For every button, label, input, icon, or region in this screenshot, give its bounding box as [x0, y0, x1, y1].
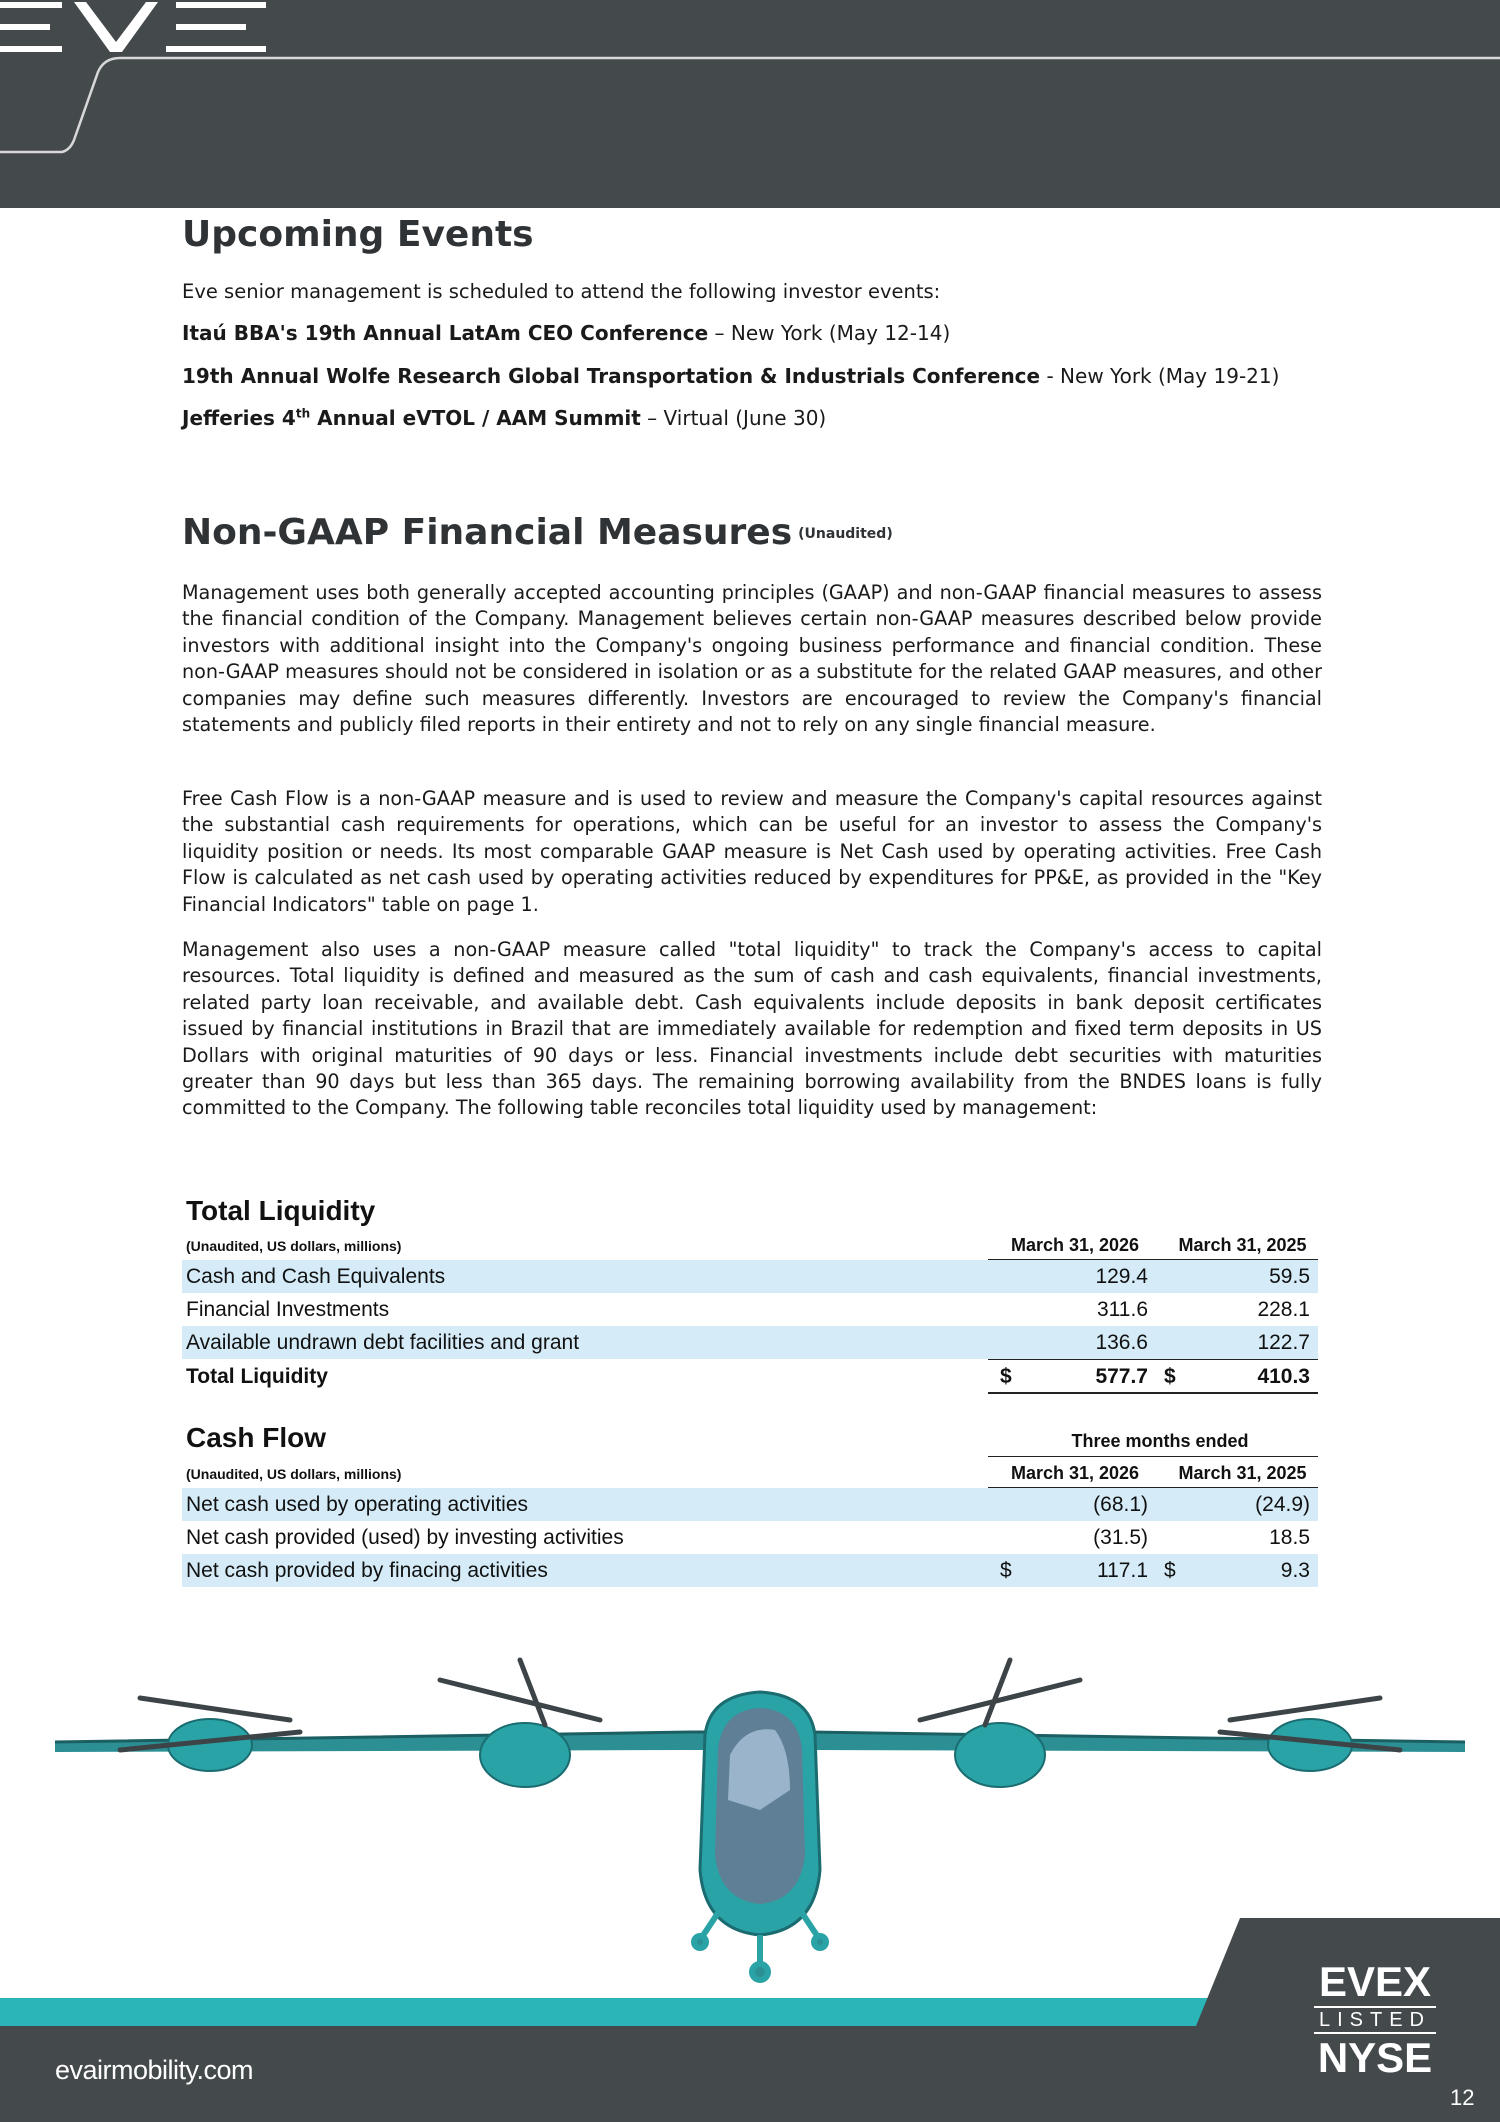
table-row: Financial Investments 311.6 228.1: [186, 1298, 1310, 1321]
cashflow-col-2026: March 31, 2026: [1010, 1463, 1140, 1483]
table-row: Cash and Cash Equivalents 129.4 59.5: [182, 1260, 1318, 1293]
nongaap-paragraph-3: Management also uses a non-GAAP measure called "total liquidity" to track the Company's access to capital resources. Total liquidity is defined and measured as the sum of cash and cash equivalents, financial investments, related party loan receivable, and available debt. Cash equivalents include deposits in bank deposit certificates issued by financial institutions in Brazil that are immediately available for redemption and fixed term deposits in US Dollars with original maturities of 90 days or less. Financial investments include debt securities with maturities greater than 90 days but less than 365 days. The remaining borrowing availability from the BNDES loans is fully committed to the Company. The following table reconciles total liquidity used by management:: [182, 938, 1322, 1120]
liquidity-col-2026: March 31, 2026: [1010, 1235, 1140, 1255]
liquidity-col-2025: March 31, 2025: [1178, 1235, 1307, 1255]
table-row: Net cash provided by finacing activities $ 117.1 $ 9.3: [182, 1554, 1318, 1587]
cashflow-col-2025: March 31, 2025: [1178, 1463, 1307, 1483]
footer-graphic: [0, 1640, 1500, 2122]
liquidity-table-subtitle: (Unaudited, US dollars, millions): [186, 1238, 402, 1254]
period-rule: [988, 1456, 1318, 1457]
upcoming-events-heading: Upcoming Events: [182, 214, 534, 255]
event-item: Jefferies 4th Annual eVTOL / AAM Summit – Virtual (June 30): [182, 406, 827, 430]
total-rule: [988, 1392, 1318, 1394]
footer-website: evairmobility.com: [55, 2055, 254, 2085]
cashflow-table-title: Cash Flow: [186, 1422, 327, 1453]
table-row: Available undrawn debt facilities and grant 136.6 122.7: [182, 1326, 1318, 1359]
total-row: Total Liquidity $ 577.7 $ 410.3: [186, 1365, 1310, 1388]
table-row: Net cash provided (used) by investing activities (31.5) 18.5: [186, 1526, 1310, 1549]
nyse-listing-badge: EVEX LISTED NYSE: [1310, 1960, 1440, 2080]
nongaap-paragraph-2: Free Cash Flow is a non-GAAP measure and is used to review and measure the Company's capital resources against the substantial cash requirements for operations, which can be useful for an investor to assess the Company's liquidity position or needs. Its most comparable GAAP measure is Net Cash used by operating activities. Free Cash Flow is calculated as net cash used by operating activities reduced by expenditures for PP&E, as provided in the "Key Financial Indicators" table on page 1.: [182, 787, 1322, 916]
eve-logo: [0, 0, 266, 54]
table-row: Net cash used by operating activities (68.1) (24.9): [182, 1488, 1318, 1521]
nongaap-heading: Non-GAAP Financial Measures (Unaudited): [182, 512, 893, 553]
cashflow-period-header: Three months ended: [1071, 1431, 1249, 1451]
page-number: 12: [1450, 2085, 1475, 2110]
liquidity-table-title: Total Liquidity: [186, 1195, 376, 1226]
page-header: [0, 0, 1500, 208]
nongaap-paragraph-1: Management uses both generally accepted accounting principles (GAAP) and non-GAAP financial measures to assess the financial condition of the Company. Management believes certain non-GAAP measures described below provide investors with additional insight into the Company's ongoing business performance and financial condition. These non-GAAP measures should not be considered in isolation or as a substitute for the related GAAP measures, and other companies may define such measures differently. Investors are encouraged to review the Company's financial statements and publicly filed reports in their entirety and not to rely on any single financial measure.: [182, 581, 1322, 737]
event-item: 19th Annual Wolfe Research Global Transportation & Industrials Conference - New York (May 19-21): [182, 364, 1280, 388]
event-item: Itaú BBA's 19th Annual LatAm CEO Conference – New York (May 12-14): [182, 321, 951, 345]
unaudited-note: (Unaudited): [798, 526, 893, 542]
cashflow-table-subtitle: (Unaudited, US dollars, millions): [186, 1466, 402, 1482]
upcoming-intro: Eve senior management is scheduled to attend the following investor events:: [182, 280, 941, 303]
